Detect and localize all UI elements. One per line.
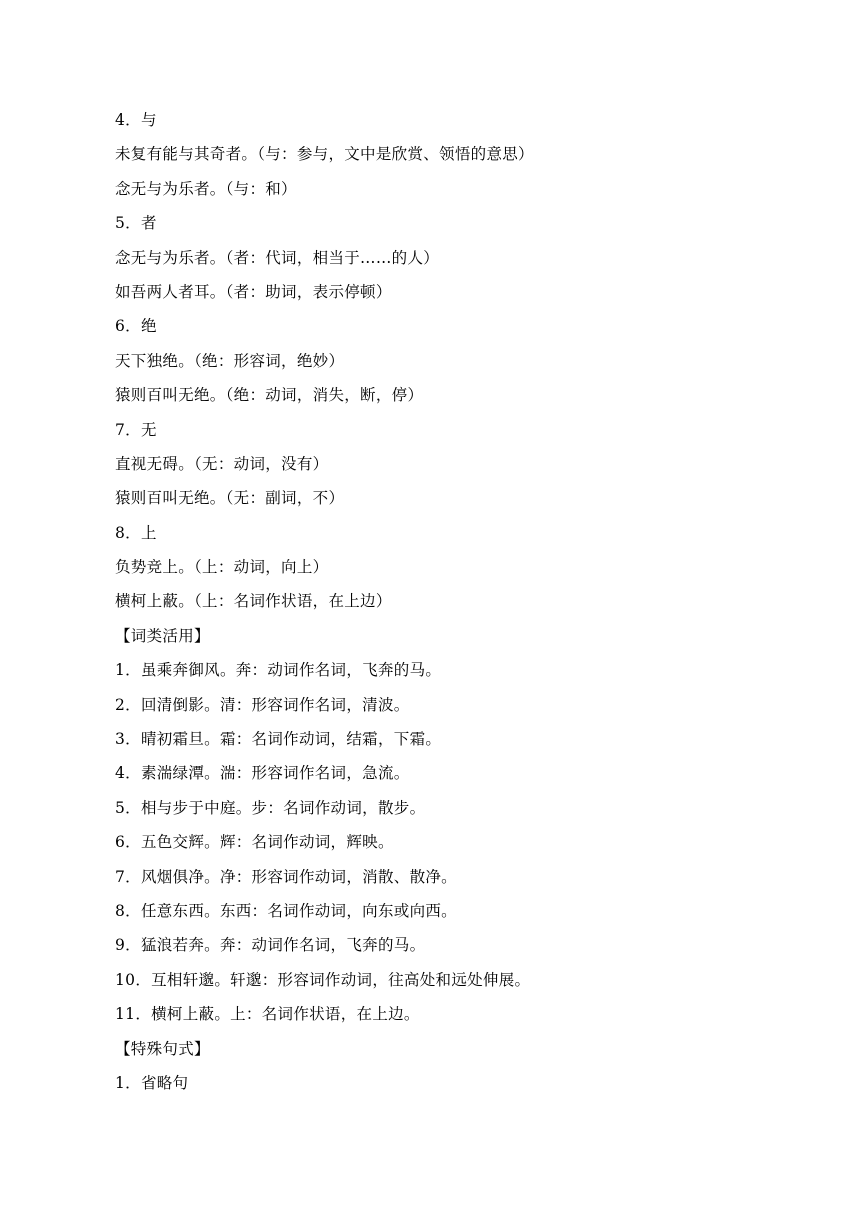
list-item: 1．省略句	[115, 1073, 189, 1092]
text-line: 念无与为乐者。（者：代词，相当于……的人）	[115, 248, 440, 267]
list-item: 8．任意东西。东西：名词作动词，向东或向西。	[115, 901, 457, 920]
list-item: 11．横柯上蔽。上：名词作状语，在上边。	[115, 1005, 420, 1024]
heading-jue: 6．绝	[115, 317, 157, 336]
heading-yu: 4．与	[115, 111, 157, 129]
text-line: 横柯上蔽。（上：名词作状语，在上边）	[115, 592, 392, 611]
list-item: 2．回清倒影。清：形容词作名词，清波。	[115, 695, 410, 714]
heading-shang: 8．上	[115, 523, 157, 542]
list-item: 6．五色交辉。辉：名词作动词，辉映。	[115, 833, 394, 852]
text-line: 负势竞上。（上：动词，向上）	[115, 558, 329, 577]
heading-wu: 7．无	[115, 420, 157, 439]
list-item: 9．猛浪若奔。奔：动词作名词，飞奔的马。	[115, 936, 426, 955]
text-line: 如吾两人者耳。（者：助词，表示停顿）	[115, 282, 392, 301]
list-item: 4．素湍绿潭。湍：形容词作名词，急流。	[115, 764, 410, 783]
list-item: 5．相与步于中庭。步：名词作动词，散步。	[115, 798, 426, 817]
text-line: 直视无碍。（无：动词，没有）	[115, 454, 329, 473]
section-heading-special-sentences: 【特殊句式】	[115, 1039, 210, 1058]
list-item: 3．晴初霜旦。霜：名词作动词，结霜，下霜。	[115, 730, 442, 749]
text-line: 未复有能与其奇者。（与：参与，文中是欣赏、领悟的意思）	[115, 145, 534, 164]
text-line: 天下独绝。（绝：形容词，绝妙）	[115, 351, 345, 370]
document-body	[115, 103, 795, 1100]
text-line: 猿则百叫无绝。（无：副词，不）	[115, 489, 345, 508]
text-line: 猿则百叫无绝。（绝：动词，消失，断，停）	[115, 386, 424, 405]
list-item: 7．风烟俱净。净：形容词作动词，消散、散净。	[115, 867, 457, 886]
heading-zhe: 5．者	[115, 214, 157, 233]
list-item: 1．虽乘奔御风。奔：动词作名词，飞奔的马。	[115, 661, 442, 680]
section-heading-word-class: 【词类活用】	[115, 626, 210, 645]
text-line: 念无与为乐者。（与：和）	[115, 179, 297, 198]
list-item: 10．互相轩邈。轩邈：形容词作动词，往高处和远处伸展。	[115, 970, 531, 989]
